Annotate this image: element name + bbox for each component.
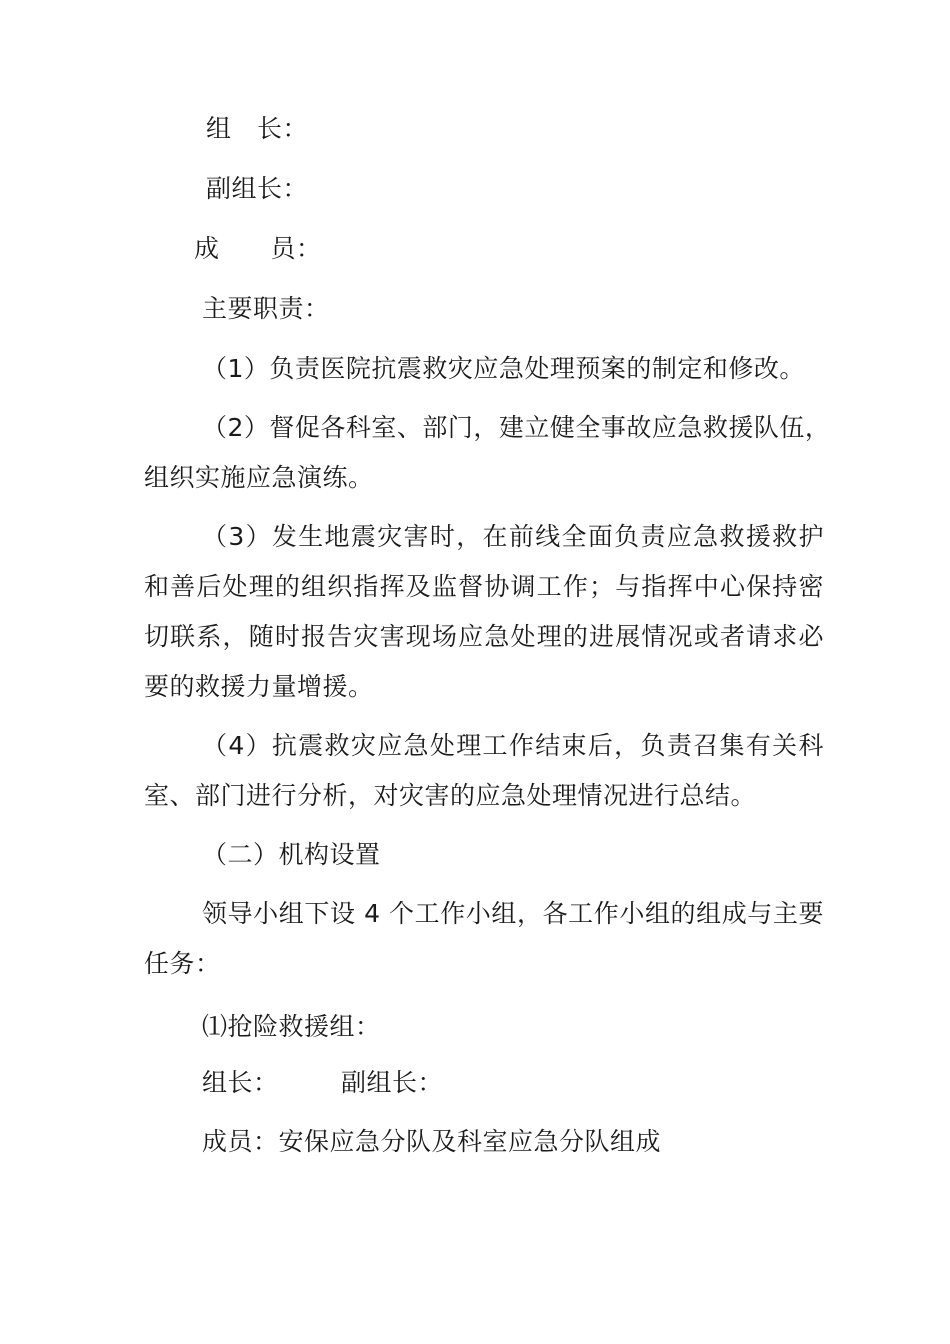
rescue-group-title: ⑴抢险救援组： — [202, 1012, 381, 1041]
duty-1-line-1: （1）负责医院抗震救灾应急处理预案的制定和修改。 — [202, 354, 805, 383]
leader-label: 组 长： — [206, 114, 309, 143]
section-2-intro-line-2: 任务： — [144, 949, 221, 978]
duty-3-line-4: 要的救援力量增援。 — [144, 672, 374, 701]
duty-4-line-1: （4）抗震救灾应急处理工作结束后，负责召集有关科 — [202, 731, 824, 760]
deputy-leader-label: 副组长： — [206, 174, 309, 203]
members-label: 成 员： — [194, 234, 322, 263]
duty-4-line-2: 室、部门进行分析，对灾害的应急处理情况进行总结。 — [144, 781, 757, 810]
rescue-group-deputy-label: 副组长： — [341, 1068, 444, 1097]
section-2-intro-line-1: 领导小组下设 4 个工作小组，各工作小组的组成与主要 — [202, 899, 824, 928]
duty-3-line-3: 切联系，随时报告灾害现场应急处理的进展情况或者请求必 — [144, 622, 824, 651]
duty-3-line-2: 和善后处理的组织指挥及监督协调工作；与指挥中心保持密 — [144, 572, 824, 601]
rescue-group-leader-label: 组长： — [202, 1068, 279, 1097]
duty-2-line-1: （2）督促各科室、部门，建立健全事故应急救援队伍， — [202, 413, 831, 442]
rescue-group-members: 成员：安保应急分队及科室应急分队组成 — [202, 1127, 662, 1156]
duty-3-line-1: （3）发生地震灾害时，在前线全面负责应急救援救护 — [202, 522, 824, 551]
duties-heading: 主要职责： — [202, 294, 330, 323]
section-2-heading: （二）机构设置 — [202, 840, 381, 869]
duty-2-line-2: 组织实施应急演练。 — [144, 463, 374, 492]
